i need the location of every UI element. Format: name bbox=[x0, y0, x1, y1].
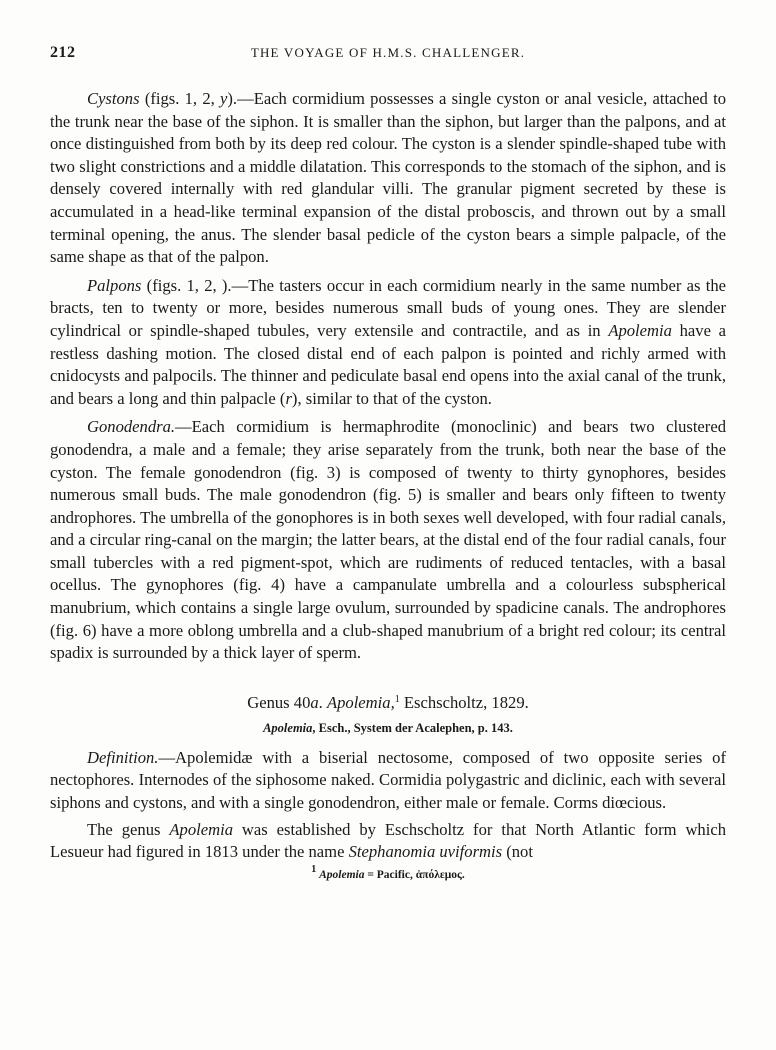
document-page bbox=[50, 44, 726, 883]
palpons-heading: Palpons bbox=[87, 275, 142, 295]
cystons-heading: Cystons bbox=[87, 89, 140, 108]
gonodendra-paragraph: Gonodendra.—Each cormidium is hermaphrodite (monoclinic) and bears two clustered gonodendra, a male and a female; they arise separately from the trunk, both near the base of the cyston. The female gonodendron (fig. 3) is composed of twenty to thirty gynophores, besides numerous small buds. The male gonodendron (fig. 5) is smaller and bears only fifteen to twenty androphores. The umbrella of the gonophores is in both sexes well developed, with four radial canals, and a circular ring-canal on the margin; the latter bears, at the distal end of the four radial canals, four small tubercles with a red pigment-spot, which are rudiments of reduced tentacles, with a basal ocellus. The gynophores (fig. 4) have a campanulate umbrella and a colourless subspherical manubrium, which contains a single large ovulum, surrounded by spadicine canals. The androphores (fig. 6) have a more oblong umbrella and a club-shaped manubrium of a bright red colour; its central spadix is surrounded by a thick layer of sperm. bbox=[50, 417, 726, 663]
genus-title: Genus 40a. Apolemia,$^1$ Eschscholtz, 1829. bbox=[247, 692, 529, 712]
page-number: 212 bbox=[50, 44, 76, 61]
genus-intro-paragraph: The genus Apolemia was established by Eschscholtz for that North Atlantic form which Lesueur had figured in 1813 under the name Stephanomia uviformis (not bbox=[50, 819, 727, 862]
cystons-paragraph: Cystons (figs. 1, 2, y).—Each cormidium possesses a single cyston or anal vesicle, attached to the trunk near the base of the siphon. It is smaller than the siphon, but larger than the palpons, and at once distinguished from both by its deep red colour. The cyston is a slender spindle-shaped tube with two slight constrictions and a middle dilatation. This corresponds to the stomach of the siphon, and is densely covered internally with red glandular villi. The granular pigment secreted by these is accumulated in a head-like terminal expansion of the distal proboscis, and thrown out by a small terminal opening, the anus. The slender basal pedicle of the cyston bears a simple palpacle, of the same shape as that of the palpon. bbox=[50, 89, 726, 267]
definition-paragraph: Definition.—Apolemidæ with a biserial nectosome, composed of two opposite series of nectophores. Internodes of the siphosome naked. Cormidia polygastric and diclinic, each with several siphons and cystons, and with a single gonodendron, either male or female. Corms diœcious. bbox=[50, 747, 726, 813]
definition-heading: Definition. bbox=[87, 747, 159, 767]
page-header bbox=[50, 44, 726, 66]
gonodendra-heading: Gonodendra. bbox=[87, 417, 176, 437]
palpons-paragraph: Palpons (figs. 1, 2, ).—The tasters occur in each cormidium nearly in the same number as the bracts, ten to twenty or more, besides numerous small buds of young ones. They are slender cylindrical or spindle-shaped tubules, very extensile and contractile, and as in Apolemia have a restless dashing motion. The closed distal end of each palpon is pointed and richly armed with cnidocysts and palpocils. The thinner and pediculate basal end opens into the axial canal of the trunk, and bears a long and thin palpacle (r), similar to that of the cyston. bbox=[50, 275, 726, 408]
genus-reference: Apolemia, Esch., System der Acalephen, p. 143. bbox=[263, 720, 513, 735]
footnote: $^1$ Apolemia = Pacific, ἀπόλεμος. bbox=[311, 863, 465, 881]
running-title: THE VOYAGE OF H.M.S. CHALLENGER. bbox=[250, 45, 526, 60]
